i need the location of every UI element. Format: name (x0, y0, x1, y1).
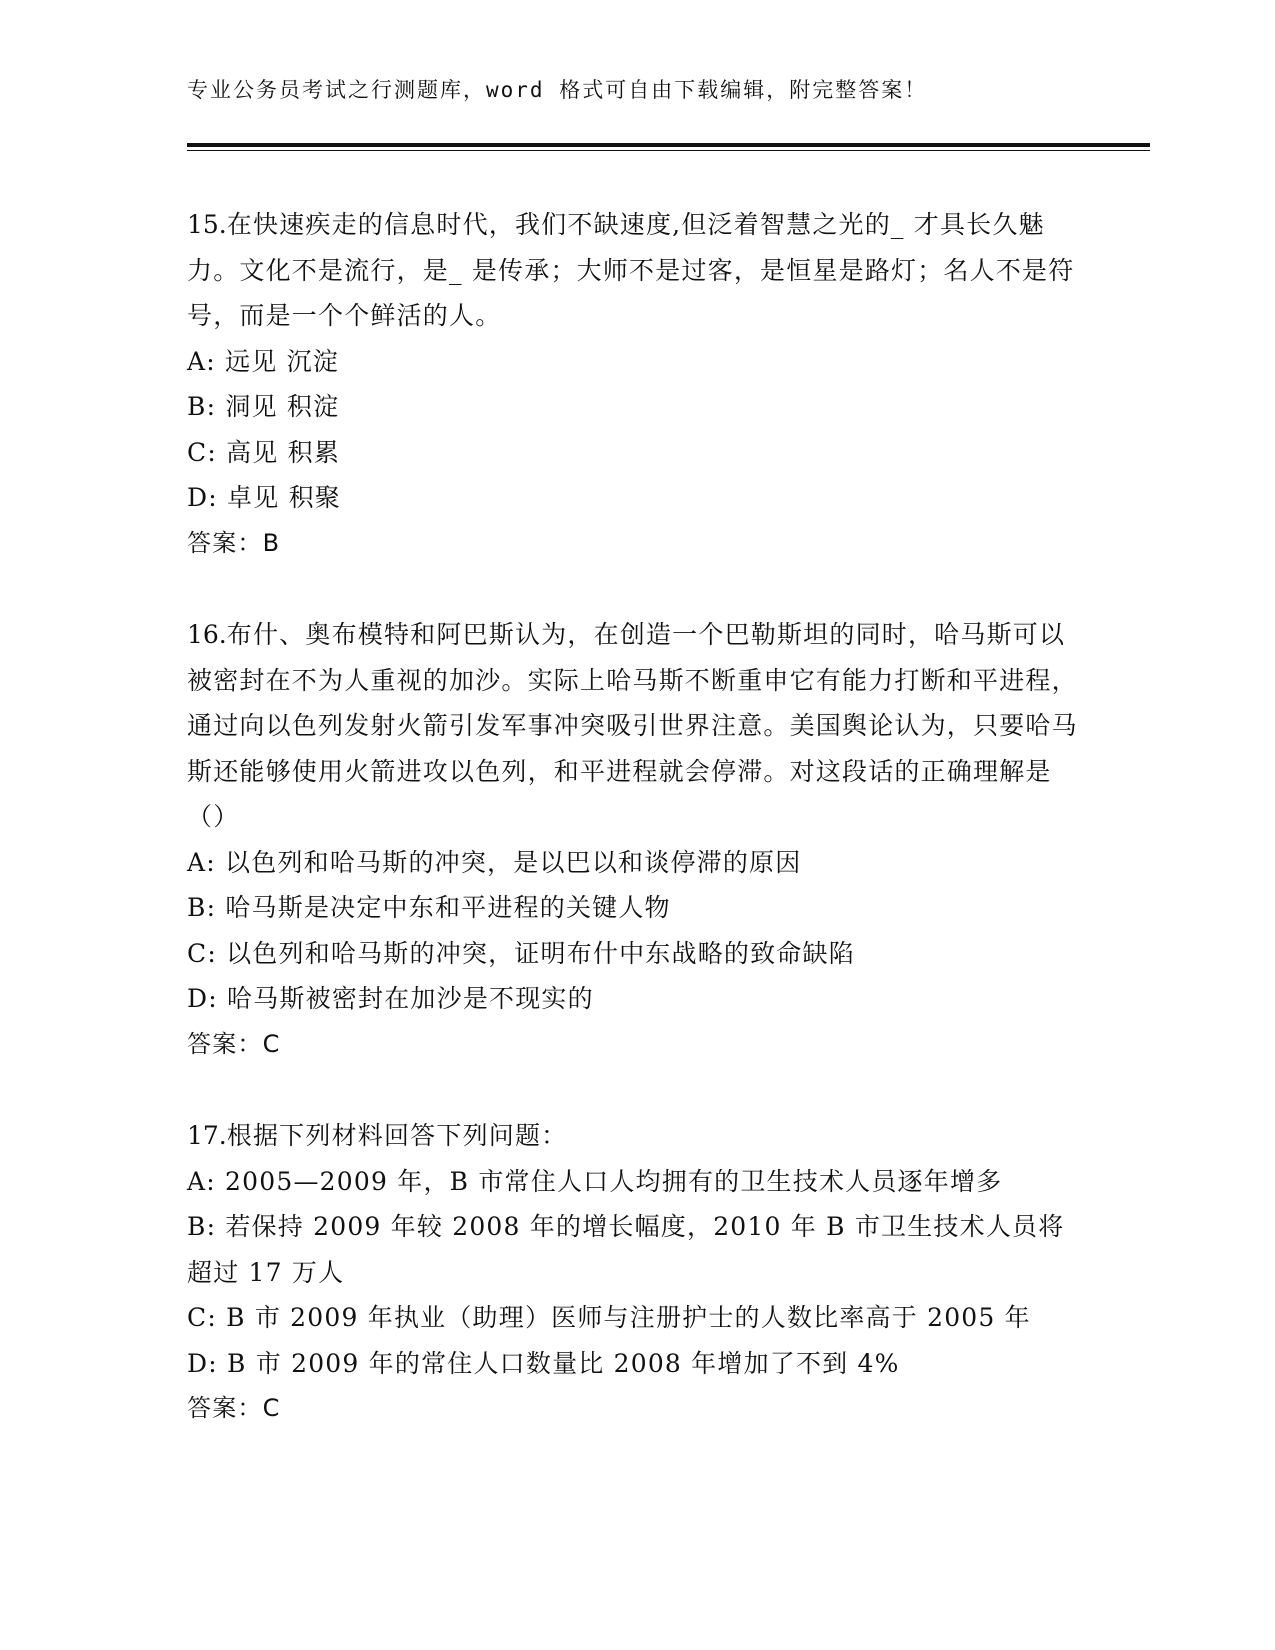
option-b (187, 885, 1087, 931)
question-number: 16. (187, 620, 227, 649)
option-label: C: (187, 938, 217, 968)
option-label: A: (187, 847, 216, 877)
option-text: 哈马斯是决定中东和平进程的关键人物 (225, 893, 671, 922)
question-15 (187, 202, 1087, 566)
option-text: 哈马斯被密封在加沙是不现实的 (227, 984, 594, 1013)
answer-line: 答案：C (187, 1394, 281, 1422)
question-stem (187, 612, 1087, 840)
option-label: A: (187, 1166, 216, 1196)
option-label: B: (187, 893, 217, 922)
option-label: B: (187, 392, 217, 421)
option-text: 以色列和哈马斯的冲突，证明布什中东战略的致命缺陷 (226, 938, 855, 968)
question-17 (187, 1113, 1087, 1432)
option-d (187, 976, 1087, 1022)
option-text: B 市 2009 年的常住人口数量比 2008 年增加了不到 4% (227, 1348, 900, 1378)
option-text: 以色列和哈马斯的冲突，是以巴以和谈停滞的原因 (225, 847, 802, 877)
option-text: 远见 沉淀 (225, 346, 339, 376)
option-a (187, 840, 1087, 886)
question-number: 15. (187, 210, 227, 239)
question-stem (187, 202, 1087, 339)
option-a (187, 339, 1087, 385)
option-label: B: (187, 1212, 217, 1241)
question-text: 在快速疾走的信息时代，我们不缺速度,但泛着智慧之光的_ 才具长久魅力。文化不是流行，是_ 是传承；大师不是过客，是恒星是路灯；名人不是符号，而是一个个鲜活的人。 (187, 210, 1075, 330)
question-16 (187, 612, 1087, 1067)
option-b (187, 1204, 1087, 1295)
header-rule-thin (187, 150, 1150, 151)
option-label: D: (187, 483, 218, 512)
question-list (187, 202, 1087, 1478)
option-b (187, 384, 1087, 430)
option-c (187, 1295, 1087, 1341)
option-c (187, 430, 1087, 476)
page-header: 专业公务员考试之行测题库，word 格式可自由下载编辑，附完整答案！ (187, 78, 928, 102)
question-number: 17. (187, 1121, 227, 1150)
option-text: 若保持 2009 年较 2008 年的增长幅度，2010 年 B 市卫生技术人员将超过 17 万人 (187, 1212, 1065, 1287)
answer-line: 答案：C (187, 1029, 281, 1058)
answer-line: 答案：B (187, 528, 281, 557)
option-label: C: (187, 1303, 217, 1332)
option-d (187, 475, 1087, 521)
option-label: D: (187, 984, 218, 1013)
option-label: A: (187, 346, 216, 376)
option-a (187, 1159, 1087, 1205)
option-label: D: (187, 1348, 218, 1378)
option-c (187, 931, 1087, 977)
question-stem (187, 1113, 1087, 1159)
option-text: 高见 积累 (226, 437, 341, 467)
question-text: 布什、奥布模特和阿巴斯认为，在创造一个巴勒斯坦的同时，哈马斯可以被密封在不为人重视的加沙。实际上哈马斯不断重申它有能力打断和平进程，通过向以色列发射火箭引发军事冲突吸引世界注意。美国舆论认为，只要哈马斯还能够使用火箭进攻以色列，和平进程就会停滞。对这段话的正确理解是（） (187, 620, 1078, 831)
option-text: 洞见 积淀 (225, 392, 340, 421)
header-rule-thick (187, 143, 1150, 147)
option-text: 2005—2009 年，B 市常住人口人均拥有的卫生技术人员逐年增多 (225, 1166, 1003, 1196)
option-text: 卓见 积聚 (227, 483, 341, 512)
option-label: C: (187, 437, 217, 467)
question-text: 根据下列材料回答下列问题： (226, 1121, 568, 1150)
option-d (187, 1341, 1087, 1387)
option-text: B 市 2009 年执业（助理）医师与注册护士的人数比率高于 2005 年 (226, 1303, 1031, 1332)
